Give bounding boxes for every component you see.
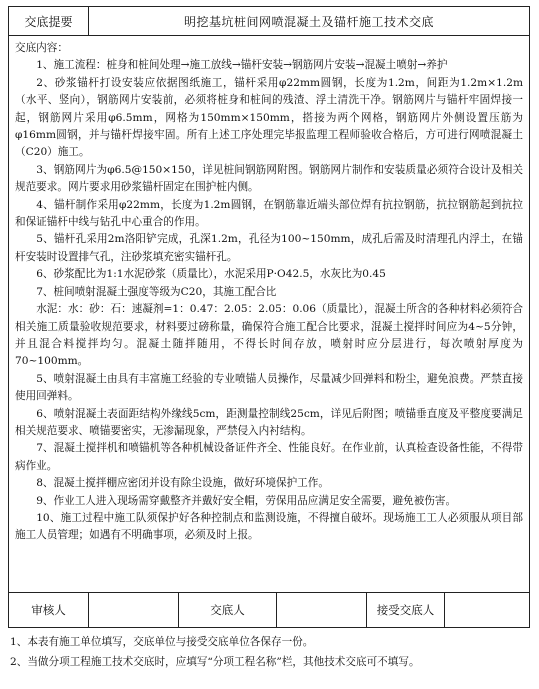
footnote-1: 1、本表有施工单位填写，交底单位与接受交底单位各保存一份。 [10,636,314,648]
reviewer-signature-field[interactable] [89,593,179,628]
content-item-safety-gear: 9、作业工人进入现场需穿戴整齐并戴好安全帽，劳保用品应满足安全需要，避免被伤害。 [36,494,457,507]
footnotes [10,632,530,672]
content-item-mesh: 3、钢筋网片为φ6.5@150×150，详见桩间钢筋网附图。钢筋网片制作和安装质量必须符合设计及相关规范要求。网片要求用砂浆锚杆固定在围护桩内侧。 [15,163,523,194]
content-item-spraying-tolerance: 6、喷射混凝土表面距结构外缘线5cm，距测量控制线25cm，详见后附图；喷锚垂直度及平整度要满足相关规范要求、喷锚要密实，无渗漏现象，严禁侵入内衬结构。 [15,407,523,437]
content-item-spraying-operator: 5、喷射混凝土由具有丰富施工经验的专业喷锚人员操作，尽量减少回弹料和粉尘，避免浪费。严禁直接使用回弹料。 [15,372,523,403]
receiver-signature-field[interactable] [445,593,530,628]
content-item-anchor-install: 2、砂浆锚杆打设安装应依据图纸施工，锚杆采用φ22mm圆钢，长度为1.2m，间距为1.2m×1.2m（水平、竖向），钢筋网片安装前，必须将桩身和桩间的残渣、浮土清洗干净。钢筋网片与锚杆牢固焊接一起，钢筋网片采用φ6.5mm，网格为150mm×150mm，搭接为两个网格，钢筋网片外侧设置压筋为φ16mm圆钢，并与锚杆焊接牢固。所有上述工序处理完毕报监理工程师验收合格后，方可进行网喷混凝土（C20）施工。 [15,76,523,159]
discloser-label: 交底人 [179,593,277,628]
content-item-anchor-hole: 5、锚杆孔采用2m洛阳铲完成，孔深1.2m，孔径为100~150mm，成孔后需及时清理孔内浮土，在锚杆安装时设置排气孔，注砂浆填充密实锚杆孔。 [15,233,523,263]
header-row [9,7,530,36]
content-heading: 交底内容： [15,42,68,54]
content-item-mortar-ratio: 6、砂浆配比为1:1水泥砂浆（质量比），水泥采用P·O42.5，水灰比为0.45 [36,268,386,281]
disclosure-content [15,40,523,545]
content-cell [9,36,530,593]
content-item-anchor-fabrication: 4、锚杆制作采用φ22mm，长度为1.2m圆钢，在钢筋靠近端头部位焊有抗拉钢筋，抗拉钢筋起到抗拉和保证锚杆中线与钻孔中心重合的作用。 [15,198,523,229]
content-item-mix-ratio: 水泥：水：砂：石：速凝剂=1：0.47：2.05：2.05：0.06（质量比），混凝土所含的各种材料必须符合相关施工质量验收规范要求，材料要过磅称量，确保符合施工配合比要求，混凝土搅拌时间应为4~5分钟，并且混合料搅拌均匀。混凝土随拌随用，不得长时间存放，喷射时应分层进行，每次喷射厚度为70~100mm。 [15,303,523,368]
signature-row [9,593,530,628]
reviewer-label: 审核人 [9,593,89,628]
content-item-equipment: 7、混凝土搅拌机和喷锚机等各种机械设备证件齐全、性能良好。在作业前，认真检查设备性能，不得带病作业。 [15,442,523,472]
summary-label: 交底提要 [9,7,89,36]
receiver-label: 接受交底人 [367,593,445,628]
content-item-dust-control: 8、混凝土搅拌棚应密闭并设有除尘设施，做好环境保护工作。 [36,477,329,490]
content-item-process: 1、施工流程：桩身和桩间处理→施工放线→锚杆安装→钢筋网片安装→混凝土喷射→养护 [36,59,448,72]
discloser-signature-field[interactable] [277,593,367,628]
footnote-2: 2、当做分项工程施工技术交底时，应填写“分项工程名称”栏，其他技术交底可不填写。 [10,656,420,668]
content-item-concrete-grade: 7、桩间喷射混凝土强度等级为C20，其施工配合比 [36,285,277,298]
content-item-control-points: 10、施工过程中施工队须保护好各种控制点和监测设施，不得擅自破坏。现场施工工人必须服从项目部施工人员管理；如遇有不明确事项，必须及时上报。 [15,511,523,542]
document-title: 明挖基坑桩间网喷混凝土及锚杆施工技术交底 [89,7,530,36]
content-row [9,36,530,593]
disclosure-form-table [8,6,530,628]
